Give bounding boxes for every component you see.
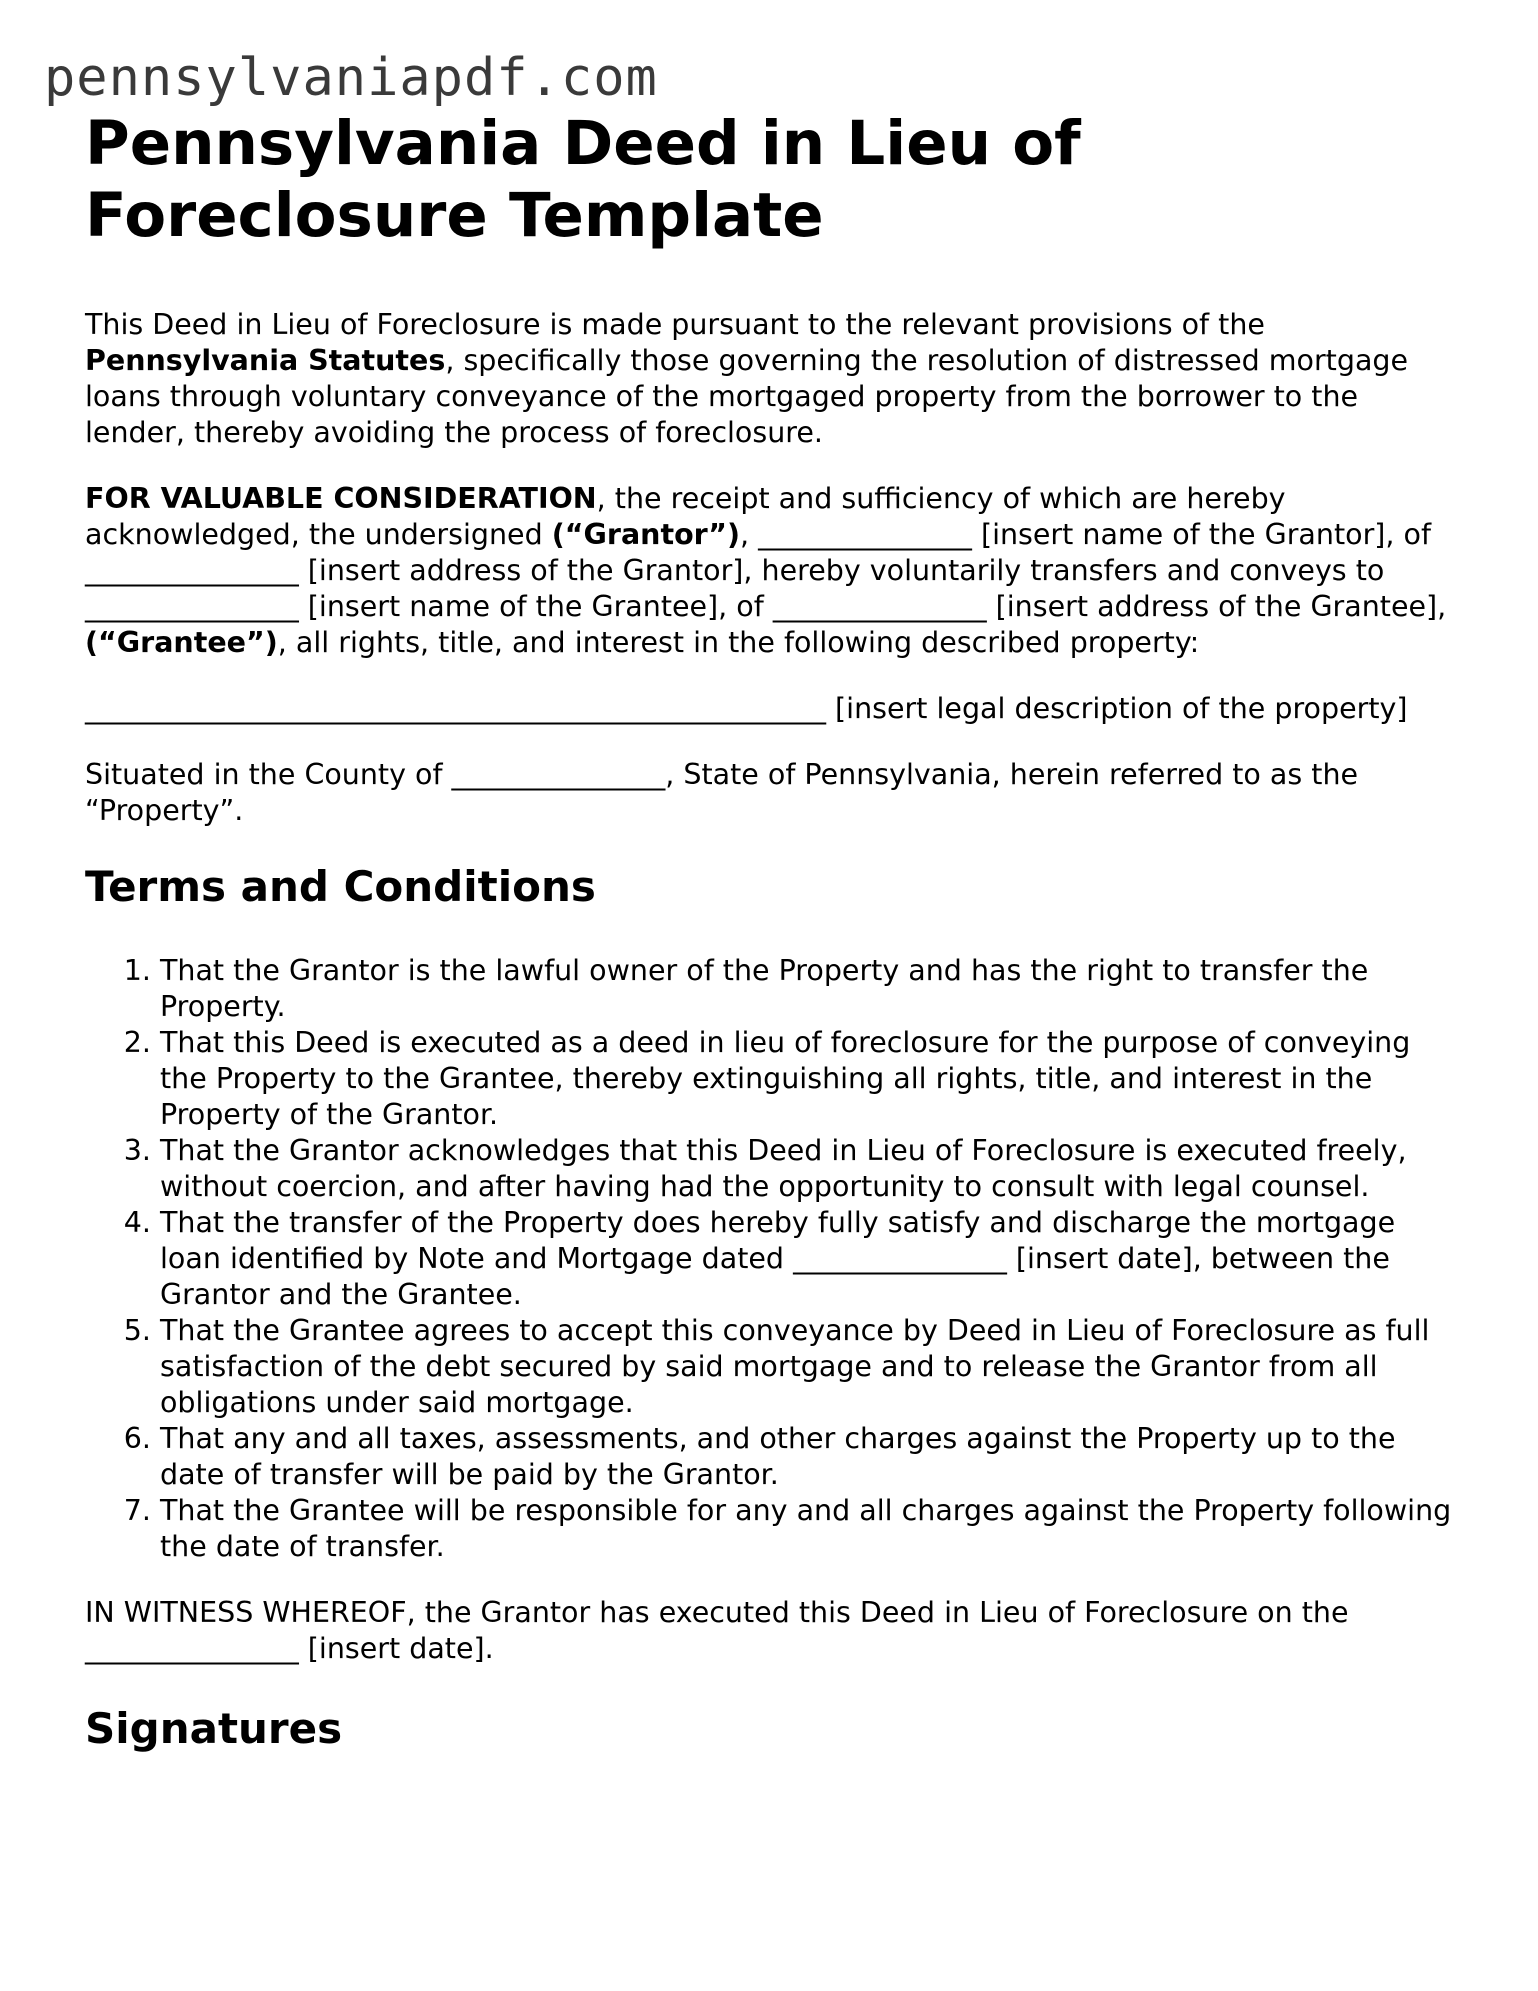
witness-paragraph: IN WITNESS WHEREOF, the Grantor has executed this Deed in Lieu of Foreclosure on the _______________ [insert date].	[85, 1596, 1349, 1665]
terms-heading: Terms and Conditions	[85, 862, 596, 911]
consideration-text-3: , all rights, title, and interest in the following described property:	[277, 626, 1200, 659]
site-watermark: pennsylvaniapdf.com	[44, 48, 658, 108]
list-item: 7. That the Grantee will be responsible for any and all charges against the Property following the date of transfer.	[160, 1493, 1455, 1565]
list-item: 5. That the Grantee agrees to accept this conveyance by Deed in Lieu of Foreclosure as full satisfaction of the debt secured by said mortgage and to release the Grantor from all obligations under said mortgage.	[160, 1313, 1455, 1421]
situated-paragraph: Situated in the County of _______________, State of Pennsylvania, herein referred to as the “Property”.	[85, 758, 1359, 827]
list-item: 6. That any and all taxes, assessments, and other charges against the Property up to the date of transfer will be paid by the Grantor.	[160, 1421, 1455, 1493]
intro-text-1: This Deed in Lieu of Foreclosure is made pursuant to the relevant provisions of the	[85, 308, 1265, 341]
grantor-term: (“Grantor”)	[551, 518, 741, 551]
document-title: Pennsylvania Deed in Lieu of Foreclosure Template	[85, 108, 1081, 251]
consideration-text-2: , _______________ [insert name of the Grantor], of _______________ [insert address of the Grantor], hereby voluntarily transfers and conveys to _______________ [insert name of the Grantee], of _______________ [insert address of the Grantee],	[85, 518, 1447, 623]
consideration-bold-heading: FOR VALUABLE CONSIDERATION	[85, 482, 597, 515]
consideration-text-1: , the receipt and sufficiency of which are hereby acknowledged, the undersigned	[85, 482, 1286, 551]
legal-description-line: ____________________________________________________ [insert legal description of the property]	[85, 692, 1408, 725]
grantee-term: (“Grantee”)	[85, 626, 278, 659]
list-item: 3. That the Grantor acknowledges that this Deed in Lieu of Foreclosure is executed freely, without coercion, and after having had the opportunity to consult with legal counsel.	[160, 1133, 1455, 1205]
intro-bold-statutes: Pennsylvania Statutes	[85, 344, 446, 377]
list-item: 1. That the Grantor is the lawful owner of the Property and has the right to transfer the Property.	[160, 953, 1455, 1025]
intro-paragraph	[85, 307, 1455, 451]
list-item: 2. That this Deed is executed as a deed in lieu of foreclosure for the purpose of conveying the Property to the Grantee, thereby extinguishing all rights, title, and interest in the Property of the Grantor.	[160, 1025, 1455, 1133]
intro-text-2: , specifically those governing the resolution of distressed mortgage loans through voluntary conveyance of the mortgaged property from the borrower to the lender, thereby avoiding the process of foreclosure.	[85, 344, 1409, 449]
document-page	[85, 108, 1455, 1755]
consideration-paragraph	[85, 481, 1455, 661]
signatures-heading: Signatures	[85, 1704, 343, 1753]
list-item: 4. That the transfer of the Property does hereby fully satisfy and discharge the mortgage loan identified by Note and Mortgage dated _______________ [insert date], between the Grantor and the Grantee.	[160, 1205, 1455, 1313]
terms-list	[85, 953, 1455, 1565]
